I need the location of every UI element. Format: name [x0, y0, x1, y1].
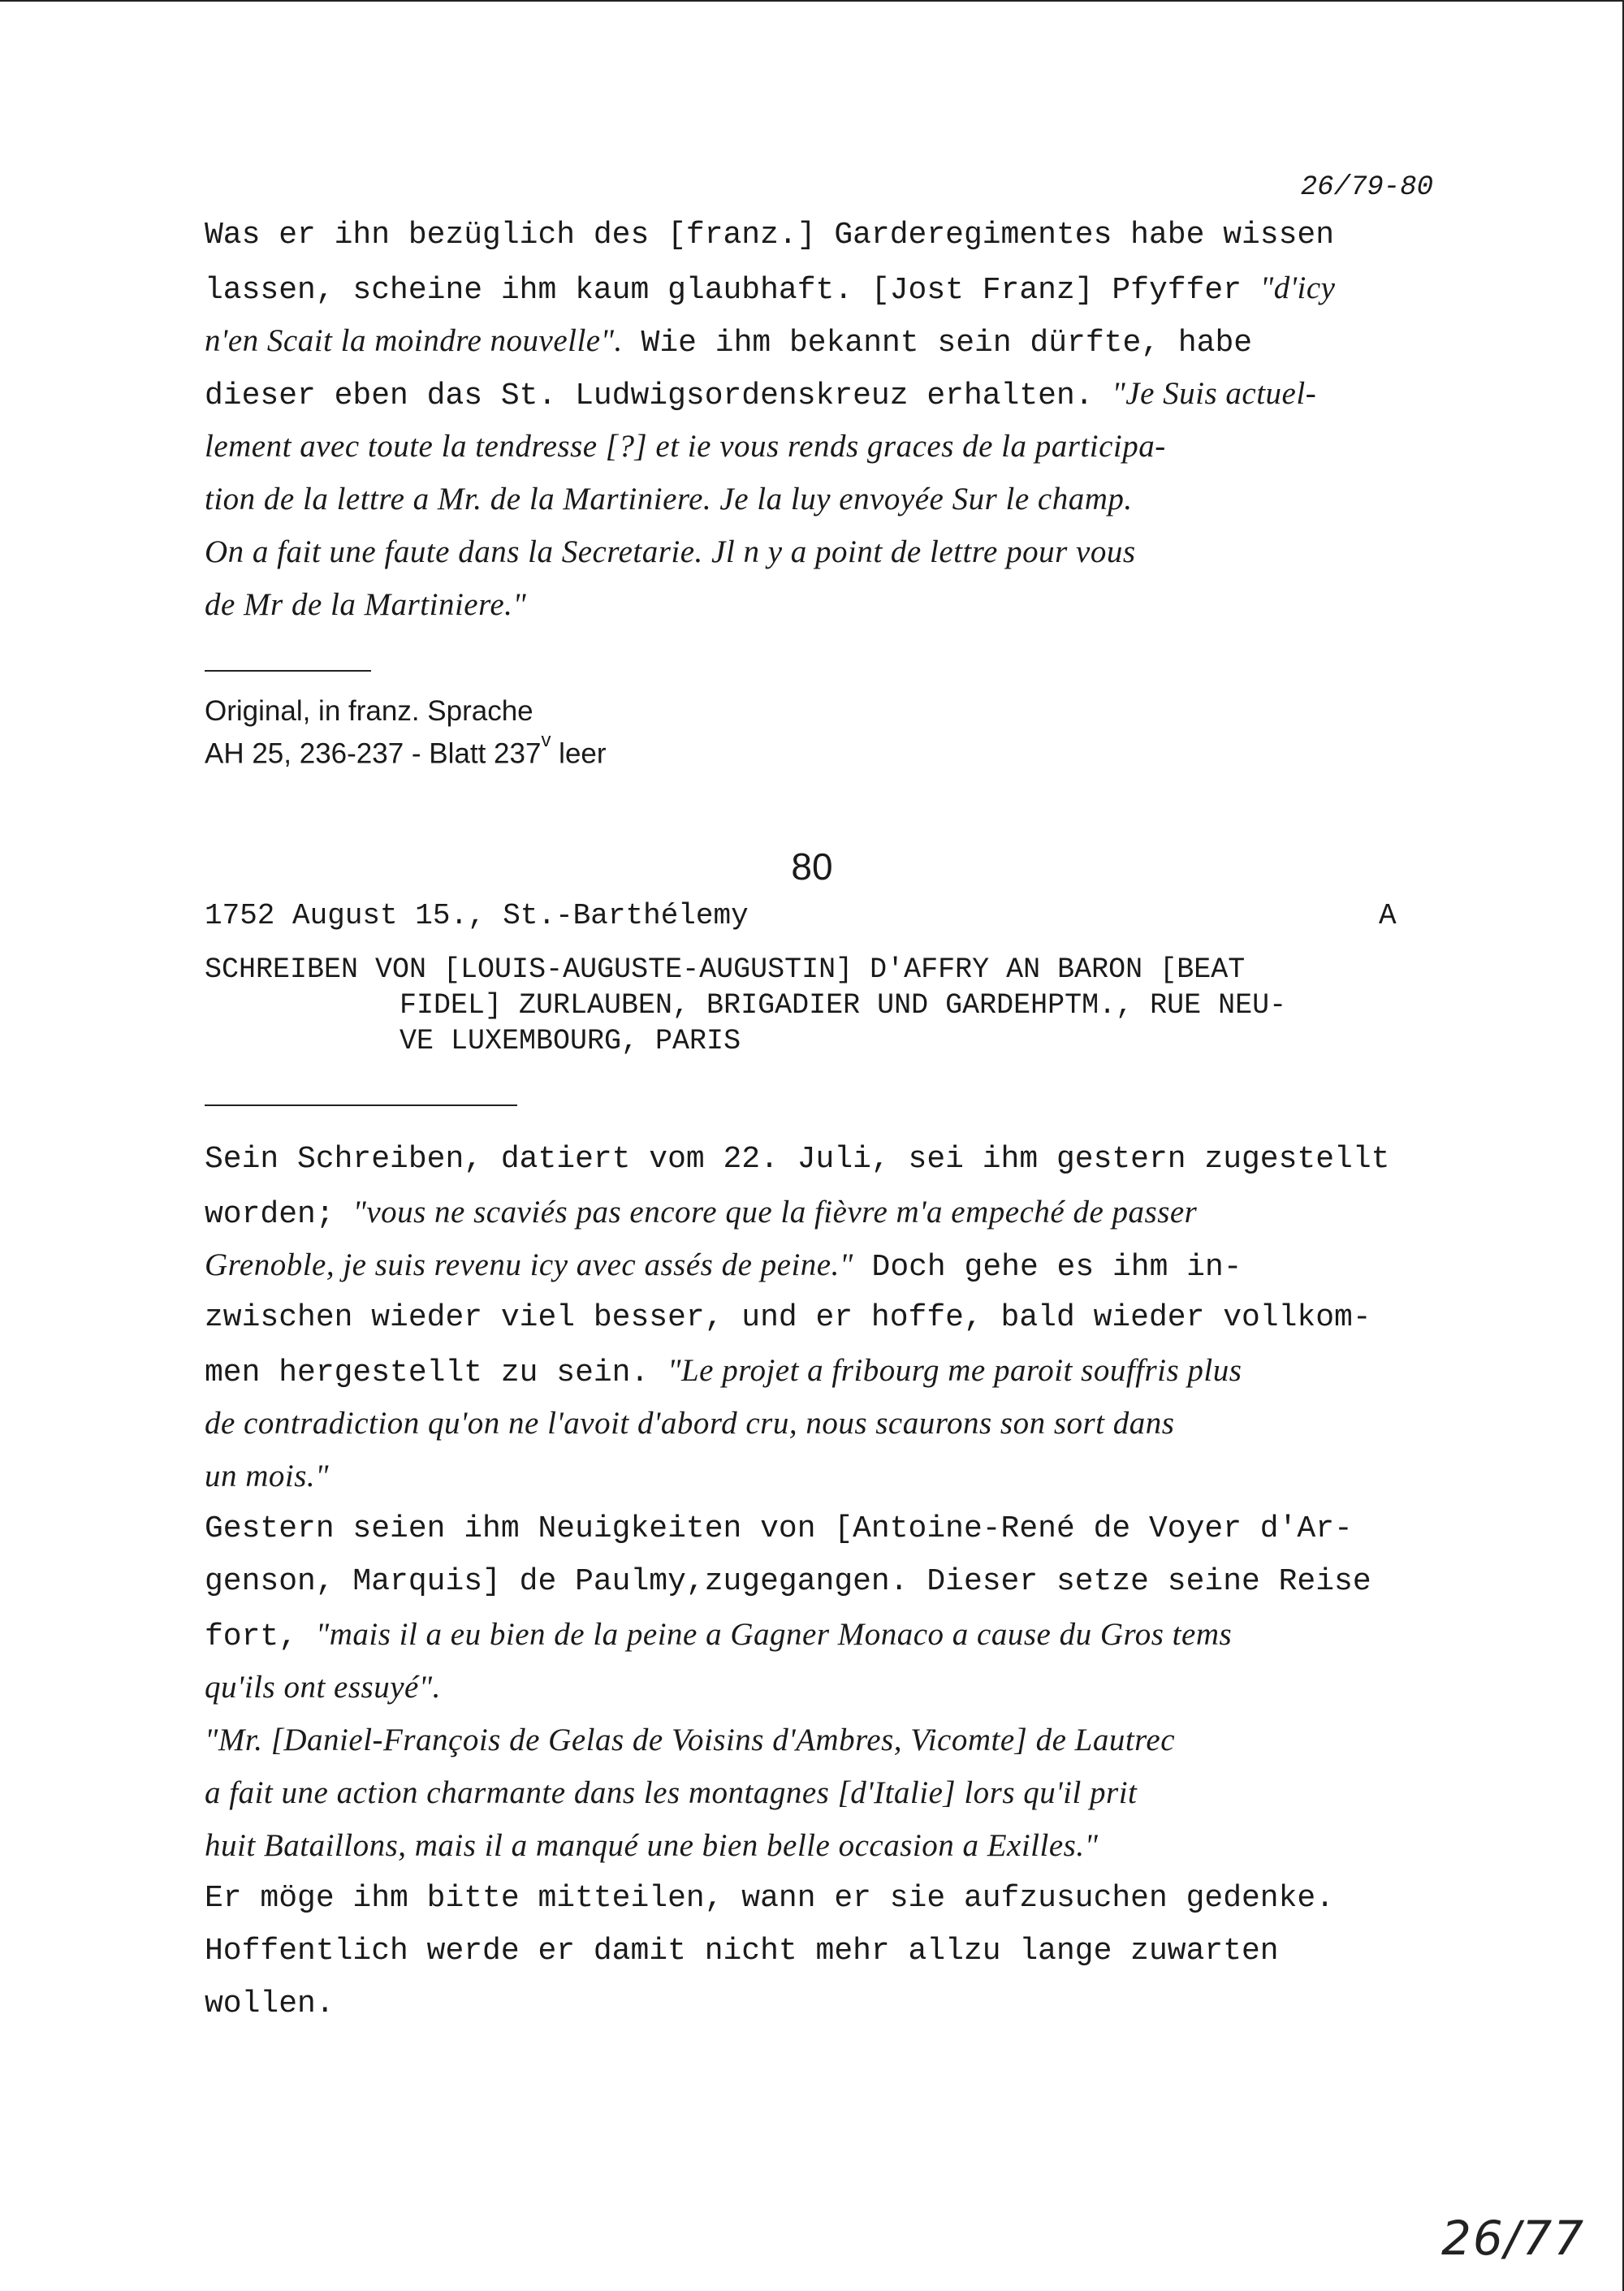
- handwritten-page-number: 26/77: [1441, 2211, 1586, 2266]
- french-quote-segment: huit Bataillons, mais il a manqué une bien belle occasion a Exilles.": [205, 1828, 1099, 1863]
- german-summary-segment: Was er ihn bezüglich des [franz.] Garderegimentes habe wissen: [205, 218, 1335, 253]
- letter-date-place: 1752 August 15., St.-Barthélemy: [205, 899, 749, 932]
- german-summary-segment: lassen, scheine ihm kaum glaubhaft. [Jost Franz] Pfyffer: [205, 273, 1260, 308]
- german-summary-segment: Wie ihm bekannt sein dürfte, habe: [622, 326, 1253, 361]
- previous-letter-text: [205, 209, 1471, 631]
- german-summary-segment: Gestern seien ihm Neuigkeiten von [Antoine-René de Voyer d'Ar-: [205, 1511, 1353, 1546]
- text-line: [205, 1555, 1471, 1608]
- french-quote-segment: "Mr. [Daniel-François de Gelas de Voisins d'Ambres, Vicomte] de Lautrec: [205, 1723, 1176, 1757]
- title-line: VE LUXEMBOURG, PARIS: [400, 1025, 741, 1057]
- separator-rule: [205, 670, 371, 672]
- french-quote-segment: Grenoble, je suis revenu icy avec assés de peine.": [205, 1247, 853, 1282]
- german-summary-segment: Doch gehe es ihm in-: [853, 1250, 1242, 1285]
- letter-number: 80: [791, 845, 833, 888]
- text-line: [205, 367, 1471, 420]
- german-summary-segment: Hoffentlich werde er damit nicht mehr allzu lange zuwarten: [205, 1934, 1279, 1969]
- text-line: [205, 1608, 1471, 1661]
- text-line: [205, 525, 1471, 578]
- text-line: [205, 262, 1471, 314]
- archive-reference: AH 25, 236-237 - Blatt 237: [205, 737, 542, 770]
- german-summary-segment: men hergestellt zu sein.: [205, 1355, 668, 1390]
- text-line: [205, 1291, 1471, 1344]
- german-summary-segment: Sein Schreiben, datiert vom 22. Juli, sei ihm gestern zugestellt: [205, 1142, 1390, 1177]
- letter-type: A: [1379, 899, 1397, 932]
- french-quote-segment: un mois.": [205, 1459, 330, 1493]
- text-line: [205, 1714, 1471, 1766]
- text-line: [205, 1186, 1471, 1238]
- french-quote-segment: lement avec toute la tendresse [?] et ie vous rends graces de la participa-: [205, 429, 1166, 464]
- text-line: [205, 1502, 1471, 1555]
- french-quote-segment: de contradiction qu'on ne l'avoit d'abord cru, nous scaurons son sort dans: [205, 1406, 1175, 1441]
- letter-title: [205, 952, 1439, 1059]
- french-quote-segment: de Mr de la Martiniere.": [205, 587, 527, 622]
- german-summary-segment: dieser eben das St. Ludwigsordenskreuz erhalten.: [205, 378, 1112, 413]
- german-summary-segment: worden;: [205, 1197, 353, 1232]
- source-archive: [205, 729, 607, 772]
- german-summary-segment: Er möge ihm bitte mitteilen, wann er sie aufzusuchen gedenke.: [205, 1881, 1335, 1916]
- french-quote-segment: "Le projet a fribourg me paroit souffris plus: [667, 1353, 1242, 1388]
- german-summary-segment: wollen.: [205, 1986, 335, 2021]
- text-line: [205, 1766, 1471, 1819]
- page-reference: 26/79-80: [1300, 172, 1433, 203]
- text-line: [205, 1397, 1471, 1450]
- text-line: [205, 1344, 1471, 1397]
- text-line: [205, 314, 1471, 367]
- text-line: [205, 473, 1471, 525]
- text-line: [205, 1978, 1471, 2030]
- text-line: [205, 1238, 1471, 1291]
- french-quote-segment: tion de la lettre a Mr. de la Martiniere. Je la luy envoyée Sur le champ.: [205, 482, 1133, 517]
- french-quote-segment: n'en Scait la moindre nouvelle".: [205, 323, 623, 358]
- text-line: [205, 1925, 1471, 1978]
- french-quote-segment: a fait une action charmante dans les montagnes [d'Italie] lors qu'il prit: [205, 1775, 1138, 1810]
- german-summary-segment: zwischen wieder viel besser, und er hoffe, bald wieder vollkom-: [205, 1300, 1371, 1335]
- text-line: [205, 1450, 1471, 1502]
- verso-mark: v: [541, 729, 551, 751]
- french-quote-segment: qu'ils ont essuyé".: [205, 1670, 441, 1705]
- french-quote-segment: "Je Suis actuel-: [1112, 376, 1317, 411]
- text-line: [205, 1133, 1471, 1186]
- title-line: FIDEL] ZURLAUBEN, BRIGADIER UND GARDEHPTM., RUE NEU-: [400, 989, 1287, 1022]
- text-line: [205, 1819, 1471, 1872]
- source-language: Original, in franz. Sprache: [205, 695, 533, 727]
- french-quote-segment: On a fait une faute dans la Secretarie. Jl n y a point de lettre pour vous: [205, 534, 1136, 569]
- text-line: [205, 420, 1471, 473]
- german-summary-segment: genson, Marquis] de Paulmy,zugegangen. Dieser setze seine Reise: [205, 1564, 1371, 1599]
- letter-body-text: [205, 1133, 1471, 2030]
- french-quote-segment: "d'icy: [1259, 270, 1336, 305]
- french-quote-segment: "vous ne scaviés pas encore que la fièvre m'a empeché de passer: [352, 1195, 1198, 1230]
- text-line: [205, 578, 1471, 631]
- german-summary-segment: fort,: [205, 1619, 316, 1654]
- text-line: [205, 209, 1471, 262]
- blank-note: leer: [551, 737, 607, 770]
- source-note: [205, 694, 607, 772]
- text-line: [205, 1661, 1471, 1714]
- title-line: SCHREIBEN VON [LOUIS-AUGUSTE-AUGUSTIN] D'AFFRY AN BARON [BEAT: [205, 953, 1246, 986]
- french-quote-segment: "mais il a eu bien de la peine a Gagner Monaco a cause du Gros tems: [315, 1617, 1233, 1652]
- text-line: [205, 1872, 1471, 1925]
- separator-rule: [205, 1104, 517, 1106]
